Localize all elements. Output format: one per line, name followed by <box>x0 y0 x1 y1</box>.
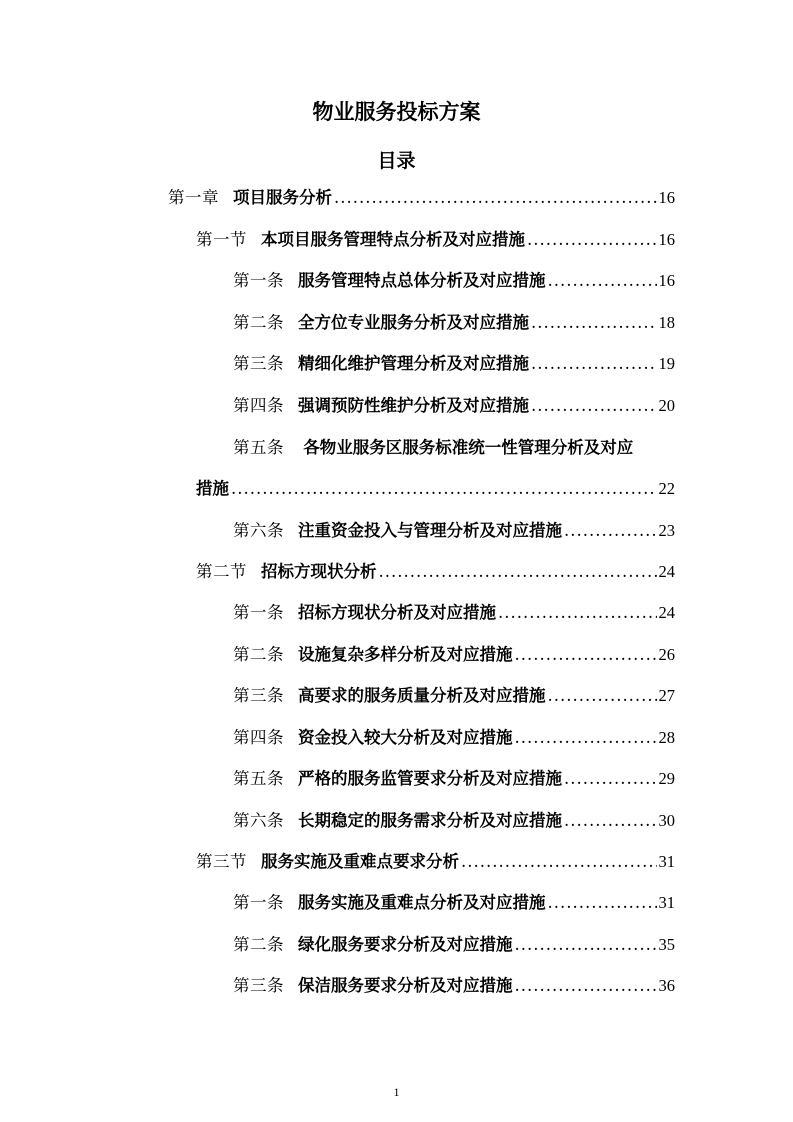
toc-entry-number: 第三节 <box>196 852 247 871</box>
toc-entry-number: 第二条 <box>233 645 284 664</box>
toc-entry-number: 第一条 <box>233 893 284 912</box>
toc-entry-number: 第五条 <box>233 769 284 788</box>
toc-entry-page: 27 <box>658 686 675 705</box>
toc-entry-article[interactable] <box>233 682 675 712</box>
toc-entry-title: 注重资金投入与管理分析及对应措施 <box>298 521 562 540</box>
toc-entry-article[interactable] <box>233 267 675 297</box>
toc-entry-page: 35 <box>658 935 675 954</box>
toc-entry-title: 高要求的服务质量分析及对应措施 <box>298 686 546 705</box>
toc-entry-page: 24 <box>658 603 675 622</box>
toc-entry-title: 绿化服务要求分析及对应措施 <box>298 935 513 954</box>
toc-entry-number: 第四条 <box>233 396 284 415</box>
toc-entry-number: 第一节 <box>196 230 247 249</box>
toc-entry-article[interactable] <box>233 641 675 671</box>
toc-entry-title: 资金投入较大分析及对应措施 <box>298 728 513 747</box>
toc-entry-title: 服务管理特点总体分析及对应措施 <box>298 271 546 290</box>
page-number: 1 <box>393 1085 400 1099</box>
toc-leader <box>334 188 657 207</box>
toc-entry-page: 26 <box>658 645 675 664</box>
toc-entry-article[interactable] <box>233 807 675 837</box>
toc-leader <box>564 769 657 788</box>
toc-leader <box>531 354 657 373</box>
toc-entry-page: 36 <box>658 976 675 995</box>
toc-entry-article[interactable] <box>233 309 675 339</box>
toc-leader <box>515 645 657 664</box>
toc-entry-number: 第三条 <box>233 354 284 373</box>
toc-entry-page: 31 <box>658 893 675 912</box>
toc-leader <box>515 935 657 954</box>
toc-entry-page: 20 <box>658 396 675 415</box>
toc-entry-number: 第四条 <box>233 728 284 747</box>
toc-entry-number: 第六条 <box>233 811 284 830</box>
toc-entry-section-2[interactable] <box>196 558 675 588</box>
toc-entry-article[interactable] <box>233 889 675 919</box>
toc-entry-title: 招标方现状分析及对应措施 <box>298 603 496 622</box>
toc-entry-title: 招标方现状分析 <box>261 562 377 581</box>
toc-entry-title: 严格的服务监管要求分析及对应措施 <box>298 769 562 788</box>
toc-leader <box>548 271 657 290</box>
toc-entry-number: 第六条 <box>233 521 284 540</box>
toc-entry-article[interactable] <box>233 972 675 1002</box>
toc-entry-page: 29 <box>658 769 675 788</box>
toc-entry-number: 第五条 <box>233 438 284 457</box>
toc-entry-page: 16 <box>658 271 675 290</box>
toc-entry-title: 各物业服务区服务标准统一性管理分析及对应 <box>303 438 634 457</box>
toc-entry-page: 19 <box>658 354 675 373</box>
toc-entry-title: 项目服务分析 <box>233 188 332 207</box>
toc-entry-section-3[interactable] <box>196 848 675 878</box>
toc-entry-page: 28 <box>658 728 675 747</box>
toc-entry-page: 31 <box>658 852 675 871</box>
toc-entry-chapter-1[interactable] <box>168 184 675 214</box>
toc-leader <box>527 230 657 249</box>
toc-entry-number: 第二条 <box>233 935 284 954</box>
toc-leader <box>564 521 657 540</box>
toc-leader <box>515 728 657 747</box>
toc-leader <box>379 562 657 581</box>
toc-entry-number: 第一条 <box>233 271 284 290</box>
toc-leader <box>498 603 657 622</box>
toc-entry-title: 设施复杂多样分析及对应措施 <box>298 645 513 664</box>
toc-entry-title: 服务实施及重难点要求分析 <box>261 852 459 871</box>
toc-entry-title-continuation: 措施 <box>196 479 229 498</box>
toc-entry-page: 30 <box>658 811 675 830</box>
toc-entry-number: 第一章 <box>168 188 219 207</box>
toc-entry-number: 第三条 <box>233 976 284 995</box>
toc-leader <box>531 313 657 332</box>
toc-leader <box>231 479 657 498</box>
toc-entry-title: 精细化维护管理分析及对应措施 <box>298 354 529 373</box>
toc-entry-page: 16 <box>658 188 675 207</box>
toc-entry-title: 全方位专业服务分析及对应措施 <box>298 313 529 332</box>
toc-leader <box>515 976 657 995</box>
toc-entry-page: 16 <box>658 230 675 249</box>
toc-entry-article[interactable] <box>233 724 675 754</box>
toc-leader <box>461 852 657 871</box>
toc-entry-article[interactable] <box>233 765 675 795</box>
toc-entry-number: 第一条 <box>233 603 284 622</box>
toc-leader <box>564 811 657 830</box>
toc-entry-title: 长期稳定的服务需求分析及对应措施 <box>298 811 562 830</box>
toc-entry-article-continuation[interactable] <box>196 475 675 505</box>
toc-entry-article[interactable] <box>233 350 675 380</box>
toc-entry-title: 保洁服务要求分析及对应措施 <box>298 976 513 995</box>
toc-entry-number: 第三条 <box>233 686 284 705</box>
toc-entry-page: 18 <box>658 313 675 332</box>
document-title: 物业服务投标方案 <box>312 100 481 124</box>
toc-leader <box>548 686 657 705</box>
toc-entry-title: 本项目服务管理特点分析及对应措施 <box>261 230 525 249</box>
toc-entry-title: 强调预防性维护分析及对应措施 <box>298 396 529 415</box>
toc-entry-article[interactable] <box>233 517 675 547</box>
toc-entry-article[interactable] <box>233 599 675 629</box>
toc-entry-page: 22 <box>658 479 675 498</box>
toc-entry-number: 第二节 <box>196 562 247 581</box>
toc-leader <box>548 893 657 912</box>
toc-leader <box>531 396 657 415</box>
toc-entry-section-1[interactable] <box>196 226 675 256</box>
toc-entry-number: 第二条 <box>233 313 284 332</box>
toc-entry-article[interactable] <box>233 931 675 961</box>
toc-entry-article[interactable] <box>233 392 675 422</box>
toc-entry-page: 24 <box>658 562 675 581</box>
toc-entry-page: 23 <box>658 521 675 540</box>
toc-entry-title: 服务实施及重难点分析及对应措施 <box>298 893 546 912</box>
toc-heading: 目录 <box>377 150 416 172</box>
toc-entry-article-wrapped[interactable] <box>233 434 633 458</box>
